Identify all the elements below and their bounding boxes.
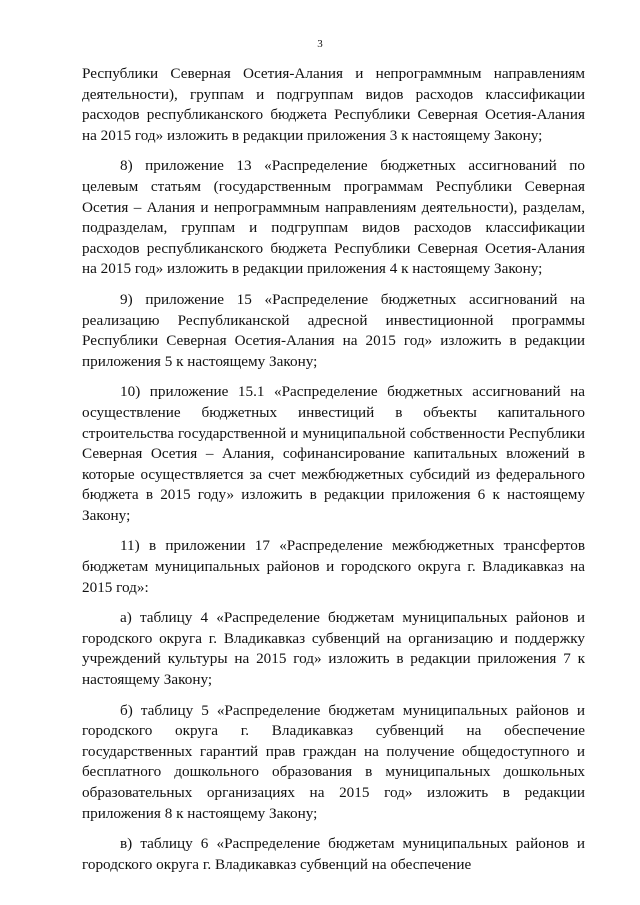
paragraph-subitem-a: а) таблицу 4 «Распределение бюджетам муниципальных районов и городского округа г. Владикавказ субвенций на организацию и поддержку учреждений культуры на 2015 год» изложить в редакции приложения 7 к настоящему Закону; (82, 609, 585, 689)
paragraph-subitem-v: в) таблицу 6 «Распределение бюджетам муниципальных районов и городского округа г. Владикавказ субвенций на обеспечение (82, 835, 585, 873)
paragraph-subitem-b: б) таблицу 5 «Распределение бюджетам муниципальных районов и городского округа г. Владикавказ субвенций на обеспечение государственных гарантий прав граждан на получение общедоступного и бесплатного дошкольного образования в муниципальных дошкольных образовательных организациях на 2015 год» изложить в редакции приложения 8 к настоящему Закону; (82, 701, 585, 822)
paragraph-continuation: Республики Северная Осетия-Алания и непрограммным направлениям деятельности), группам и подгруппам видов расходов классификации расходов республиканского бюджета Республики Северная Осетия-Алания на 2015 год» изложить в редакции приложения 3 к настоящему Закону; (82, 65, 585, 144)
paragraph-item-9: 9) приложение 15 «Распределение бюджетных ассигнований на реализацию Республиканской адресной инвестиционной программы Республики Северная Осетия-Алания на 2015 год» изложить в редакции приложения 5 к настоящему Закону; (82, 290, 585, 370)
document-body (82, 64, 585, 885)
page-number: 3 (317, 38, 323, 50)
paragraph-item-8: 8) приложение 13 «Распределение бюджетных ассигнований по целевым статьям (государственным программам Республики Северная Осетия – Алания и непрограммным направлениям деятельности), разделам, подразделам, группам и подгруппам видов расходов классификации расходов республиканского бюджета Республики Северная Осетия-Алания на 2015 год» изложить в редакции приложения 4 к настоящему Закону; (82, 157, 585, 278)
paragraph-item-10: 10) приложение 15.1 «Распределение бюджетных ассигнований на осуществление бюджетных инвестиций в объекты капитального строительства государственной и муниципальной собственности Республики Северная Осетия – Алания, софинансирование капитальных вложений в которые осуществляется за счет межбюджетных субсидий из федерального бюджета в 2015 году» изложить в редакции приложения 6 к настоящему Закону; (82, 383, 585, 524)
paragraph-item-11: 11) в приложении 17 «Распределение межбюджетных трансфертов бюджетам муниципальных районов и городского округа г. Владикавказ на 2015 год»: (82, 537, 585, 596)
